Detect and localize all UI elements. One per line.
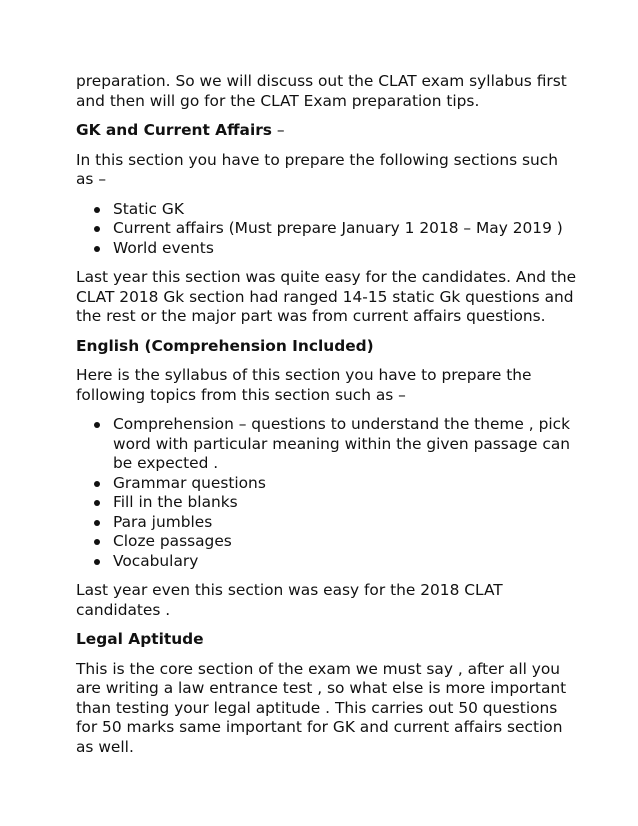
english-heading: English (Comprehension Included) [76,336,374,355]
list-item: Vocabulary [113,552,578,572]
gk-heading [76,121,578,141]
gk-outro-paragraph: Last year this section was quite easy for the candidates. And the CLAT 2018 Gk section had ranged 14-15 static Gk questions and the rest or the major part was from current affairs questions. [76,268,577,325]
list-item: Grammar questions [113,474,578,494]
list-item: Comprehension – questions to understand the theme , pick word with particular meaning within the given passage can be expected . [113,415,578,474]
english-outro-paragraph: Last year even this section was easy for the 2018 CLAT candidates . [76,581,503,619]
list-item: Cloze passages [113,532,578,552]
legal-heading: Legal Aptitude [76,630,204,648]
list-item: Para jumbles [113,513,578,533]
english-list [76,415,578,571]
list-item: World events [113,239,578,259]
gk-heading-text: GK and Current Affairs [76,121,272,139]
intro-paragraph: preparation. So we will discuss out the CLAT exam syllabus first and then will go for the CLAT Exam preparation tips. [76,72,567,110]
gk-heading-dash: – [271,121,285,139]
list-item: Static GK [113,200,578,220]
list-item: Fill in the blanks [113,493,578,513]
list-item: Current affairs (Must prepare January 1 2018 – May 2019 ) [113,219,578,239]
gk-intro-paragraph: In this section you have to prepare the following sections such as – [76,150,558,188]
legal-body-paragraph: This is the core section of the exam we must say , after all you are writing a law entrance test , so what else is more important than testing your legal aptitude . This carries out 50 questions for 50 marks same important for GK and current affairs section as well. [76,659,567,756]
english-intro-paragraph: Here is the syllabus of this section you have to prepare the following topics from this section such as – [76,366,532,404]
gk-list [76,200,578,259]
